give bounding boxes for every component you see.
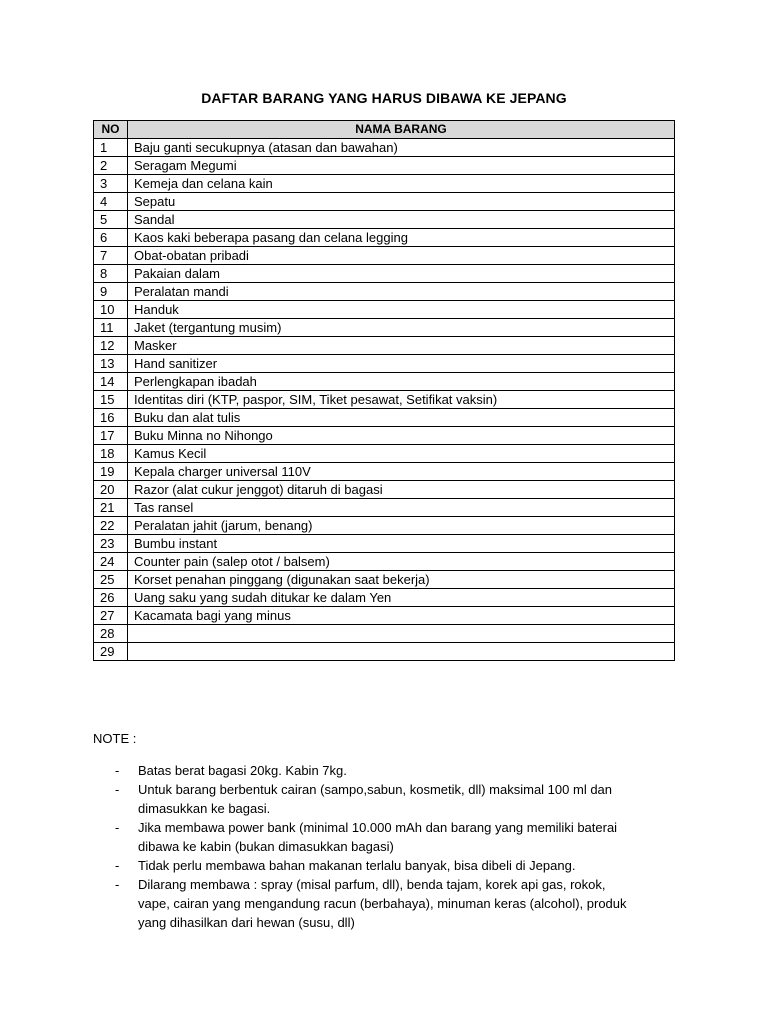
table-row [94,517,675,535]
table-row [94,157,675,175]
row-number: 12 [94,337,128,355]
table-row [94,139,675,157]
row-item-name: Kamus Kecil [128,445,675,463]
note-item [93,780,683,818]
row-item-name: Peralatan mandi [128,283,675,301]
row-number: 4 [94,193,128,211]
table-row [94,481,675,499]
row-item-name: Buku Minna no Nihongo [128,427,675,445]
table-row [94,175,675,193]
items-table-body [94,139,675,661]
table-row [94,445,675,463]
table-row [94,373,675,391]
table-row [94,409,675,427]
note-text-line: Jika membawa power bank (minimal 10.000 mAh dan barang yang memiliki baterai [138,820,618,835]
row-item-name: Razor (alat cukur jenggot) ditaruh di bagasi [128,481,675,499]
table-row [94,571,675,589]
note-text-line: Untuk barang berbentuk cairan (sampo,sabun, kosmetik, dll) maksimal 100 ml dan [138,782,613,797]
note-item [93,875,683,932]
note-label: NOTE : [93,731,137,746]
row-item-name: Counter pain (salep otot / balsem) [128,553,675,571]
table-row [94,463,675,481]
row-number: 20 [94,481,128,499]
items-table [93,120,675,661]
row-item-name: Handuk [128,301,675,319]
row-number: 2 [94,157,128,175]
row-item-name: Kaos kaki beberapa pasang dan celana legging [128,229,675,247]
table-row [94,247,675,265]
note-text-line: Batas berat bagasi 20kg. Kabin 7kg. [138,763,347,778]
note-text-line: Dilarang membawa : spray (misal parfum, dll), benda tajam, korek api gas, rokok, [138,877,606,892]
row-number: 5 [94,211,128,229]
table-row [94,607,675,625]
note-item [93,856,683,875]
row-item-name: Jaket (tergantung musim) [128,319,675,337]
row-number: 18 [94,445,128,463]
note-item [93,761,683,780]
row-number: 24 [94,553,128,571]
table-row [94,535,675,553]
row-item-name [128,625,675,643]
table-row [94,499,675,517]
row-number: 29 [94,643,128,661]
row-number: 17 [94,427,128,445]
row-item-name: Obat-obatan pribadi [128,247,675,265]
note-text-line: dibawa ke kabin (bukan dimasukkan bagasi) [138,839,394,854]
table-row [94,301,675,319]
row-number: 16 [94,409,128,427]
row-number: 26 [94,589,128,607]
table-row [94,193,675,211]
row-item-name: Peralatan jahit (jarum, benang) [128,517,675,535]
row-item-name: Sandal [128,211,675,229]
row-number: 25 [94,571,128,589]
row-item-name: Kemeja dan celana kain [128,175,675,193]
note-text-line: yang dihasilkan dari hewan (susu, dll) [138,915,355,930]
note-bullet: - [115,877,120,892]
row-item-name: Kacamata bagi yang minus [128,607,675,625]
row-number: 14 [94,373,128,391]
row-item-name: Sepatu [128,193,675,211]
table-row [94,283,675,301]
table-row [94,355,675,373]
row-item-name: Kepala charger universal 110V [128,463,675,481]
row-number: 8 [94,265,128,283]
table-row [94,643,675,661]
note-bullet: - [115,782,120,797]
row-number: 6 [94,229,128,247]
header-no: NO [94,121,128,139]
document-title: DAFTAR BARANG YANG HARUS DIBAWA KE JEPANG [201,90,567,106]
row-number: 3 [94,175,128,193]
row-number: 13 [94,355,128,373]
row-item-name: Identitas diri (KTP, paspor, SIM, Tiket pesawat, Setifikat vaksin) [128,391,675,409]
table-row [94,265,675,283]
row-item-name: Tas ransel [128,499,675,517]
note-text-line: dimasukkan ke bagasi. [138,801,271,816]
note-text-line: Tidak perlu membawa bahan makanan terlalu banyak, bisa dibeli di Jepang. [138,858,576,873]
row-number: 11 [94,319,128,337]
row-item-name: Baju ganti secukupnya (atasan dan bawahan) [128,139,675,157]
note-bullet: - [115,763,120,778]
row-number: 23 [94,535,128,553]
header-nama-barang: NAMA BARANG [128,121,675,139]
note-bullet: - [115,858,120,873]
table-row [94,211,675,229]
row-item-name: Hand sanitizer [128,355,675,373]
row-item-name [128,643,675,661]
row-number: 22 [94,517,128,535]
row-number: 9 [94,283,128,301]
row-number: 1 [94,139,128,157]
note-text-line: vape, cairan yang mengandung racun (berbahaya), minuman keras (alcohol), produk [138,896,627,911]
row-item-name: Bumbu instant [128,535,675,553]
note-bullet: - [115,820,120,835]
row-number: 10 [94,301,128,319]
row-number: 19 [94,463,128,481]
table-row [94,625,675,643]
notes-list [93,761,683,932]
row-number: 27 [94,607,128,625]
row-number: 21 [94,499,128,517]
row-item-name: Masker [128,337,675,355]
table-row [94,553,675,571]
row-item-name: Uang saku yang sudah ditukar ke dalam Yen [128,589,675,607]
row-item-name: Buku dan alat tulis [128,409,675,427]
row-item-name: Perlengkapan ibadah [128,373,675,391]
table-row [94,589,675,607]
row-number: 7 [94,247,128,265]
row-item-name: Pakaian dalam [128,265,675,283]
table-row [94,427,675,445]
table-row [94,391,675,409]
row-item-name: Seragam Megumi [128,157,675,175]
table-header-row [94,121,675,139]
row-number: 28 [94,625,128,643]
row-item-name: Korset penahan pinggang (digunakan saat bekerja) [128,571,675,589]
table-row [94,229,675,247]
row-number: 15 [94,391,128,409]
table-row [94,319,675,337]
note-item [93,818,683,856]
table-row [94,337,675,355]
